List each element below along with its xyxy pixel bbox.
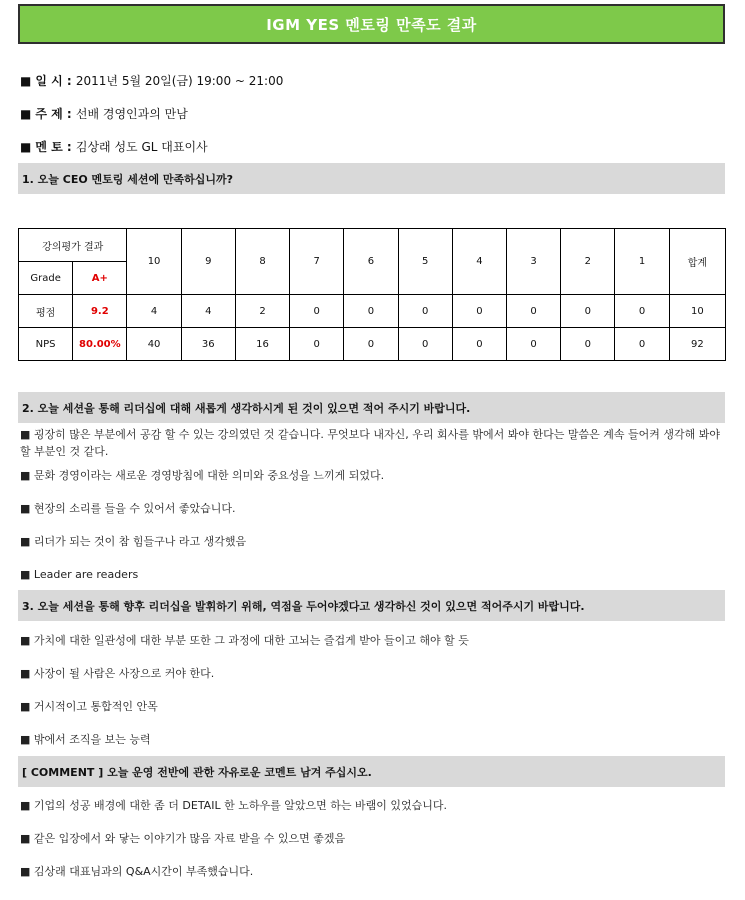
meta-topic-value: 선배 경영인과의 만남	[75, 107, 188, 121]
row-total: 10	[669, 295, 725, 328]
cell: 4	[181, 295, 235, 328]
bullet-icon: ■	[20, 700, 31, 713]
cell: 0	[398, 295, 452, 328]
comment-text: [ COMMENT ] 오늘 운영 전반에 관한 자유로운 코멘트 남겨 주십시오.	[22, 765, 372, 779]
answer-text: 가치에 대한 일관성에 대한 부분 또한 그 과정에 대한 고뇌는 즐겁게 받아 들이고 해야 할 듯	[33, 634, 469, 647]
answer-text: Leader are readers	[33, 568, 139, 581]
answer-text: 거시적이고 통합적인 안목	[33, 700, 158, 713]
scale-5: 5	[398, 229, 452, 295]
cell: 0	[290, 295, 344, 328]
bullet-icon: ■	[20, 832, 31, 845]
bullet-icon: ■	[20, 865, 31, 878]
meta-mentor	[20, 138, 208, 155]
question-1-bar	[18, 163, 725, 194]
meta-date-value: 2011년 5월 20일(금) 19:00 ~ 21:00	[75, 74, 284, 88]
cell: 0	[290, 328, 344, 361]
bullet-icon: ■	[20, 667, 31, 680]
scale-8: 8	[235, 229, 289, 295]
bullet-icon: ■	[20, 502, 31, 515]
list-item	[20, 863, 725, 880]
answer-text: 기업의 성공 배경에 대한 좀 더 DETAIL 한 노하우를 알았으면 하는 바램이 있었습니다.	[33, 799, 447, 812]
list-item	[20, 566, 725, 583]
bullet-icon: ■	[20, 535, 31, 548]
cell: 0	[452, 295, 506, 328]
scale-6: 6	[344, 229, 398, 295]
scale-10: 10	[127, 229, 181, 295]
meta-date-label: 일 시 :	[35, 74, 72, 88]
question-3-bar	[18, 590, 725, 621]
question-2-text: 2. 오늘 세션을 통해 리더십에 대해 새롭게 생각하시게 된 것이 있으면 적어 주시기 바랍니다.	[22, 401, 471, 415]
page-banner	[18, 4, 725, 44]
meta-mentor-label: 멘 토 :	[35, 140, 72, 154]
list-item	[20, 830, 725, 847]
scale-9: 9	[181, 229, 235, 295]
grade-value: A+	[73, 262, 127, 295]
scale-4: 4	[452, 229, 506, 295]
list-item	[20, 731, 725, 748]
bullet-icon: ■	[20, 74, 32, 88]
rating-table	[18, 228, 726, 361]
cell: 2	[235, 295, 289, 328]
banner-title: IGM YES 멘토링 만족도 결과	[266, 15, 477, 34]
answer-text: 김상래 대표님과의 Q&A시간이 부족했습니다.	[33, 865, 254, 878]
question-3-text: 3. 오늘 세션을 통해 향후 리더십을 발휘하기 위해, 역점을 두어야겠다고 생각하신 것이 있으면 적어주시기 바랍니다.	[22, 599, 585, 613]
cell: 0	[506, 328, 560, 361]
row-summary: 9.2	[73, 295, 127, 328]
cell: 0	[344, 295, 398, 328]
scale-2: 2	[561, 229, 615, 295]
answer-text: 리더가 되는 것이 참 힘들구나 라고 생각했음	[33, 535, 247, 548]
list-item	[20, 797, 725, 814]
cell: 0	[561, 328, 615, 361]
answer-text: 밖에서 조직을 보는 능력	[33, 733, 151, 746]
total-header: 합계	[669, 229, 725, 295]
bullet-icon: ■	[20, 799, 31, 812]
bullet-icon: ■	[20, 733, 31, 746]
bullet-icon: ■	[20, 568, 31, 581]
scale-7: 7	[290, 229, 344, 295]
table-header-title: 강의평가 결과	[19, 229, 127, 262]
comment-bar	[18, 756, 725, 787]
cell: 16	[235, 328, 289, 361]
row-label: NPS	[19, 328, 73, 361]
cell: 0	[452, 328, 506, 361]
bullet-icon: ■	[20, 140, 32, 154]
list-item	[20, 467, 725, 484]
answer-text: 문화 경영이라는 새로운 경영방침에 대한 의미와 중요성을 느끼게 되었다.	[33, 469, 385, 482]
bullet-icon: ■	[20, 428, 31, 441]
list-item	[20, 500, 725, 517]
scale-3: 3	[506, 229, 560, 295]
question-1-text: 1. 오늘 CEO 멘토링 세션에 만족하십니까?	[22, 172, 234, 186]
table-row	[19, 328, 726, 361]
bullet-icon: ■	[20, 107, 32, 121]
cell: 4	[127, 295, 181, 328]
row-total: 92	[669, 328, 725, 361]
cell: 0	[561, 295, 615, 328]
meta-topic-label: 주 제 :	[35, 107, 72, 121]
meta-topic	[20, 105, 188, 122]
meta-mentor-value: 김상래 성도 GL 대표이사	[75, 140, 208, 154]
cell: 0	[344, 328, 398, 361]
row-summary: 80.00%	[73, 328, 127, 361]
scale-1: 1	[615, 229, 669, 295]
cell: 36	[181, 328, 235, 361]
meta-date	[20, 72, 283, 89]
cell: 0	[398, 328, 452, 361]
answer-text: 현장의 소리를 들을 수 있어서 좋았습니다.	[33, 502, 236, 515]
row-label: 평점	[19, 295, 73, 328]
answer-text: 굉장히 많은 부분에서 공감 할 수 있는 강의였던 것 같습니다. 무엇보다 내자신, 우리 회사를 밖에서 봐야 한다는 말씀은 계속 들어켜 생각해 봐야 할 부분인 것 같다.	[20, 428, 721, 458]
question-2-bar	[18, 392, 725, 423]
answer-text: 사장이 될 사람은 사장으로 커야 한다.	[33, 667, 215, 680]
list-item	[20, 698, 725, 715]
list-item	[20, 665, 725, 682]
answer-text: 같은 입장에서 와 닿는 이야기가 많음 자료 받을 수 있으면 좋겠음	[33, 832, 346, 845]
cell: 0	[615, 295, 669, 328]
bullet-icon: ■	[20, 469, 31, 482]
cell: 40	[127, 328, 181, 361]
bullet-icon: ■	[20, 634, 31, 647]
table-row	[19, 295, 726, 328]
list-item	[20, 533, 725, 550]
list-item	[20, 426, 725, 460]
list-item	[20, 632, 725, 649]
cell: 0	[615, 328, 669, 361]
cell: 0	[506, 295, 560, 328]
grade-label: Grade	[19, 262, 73, 295]
